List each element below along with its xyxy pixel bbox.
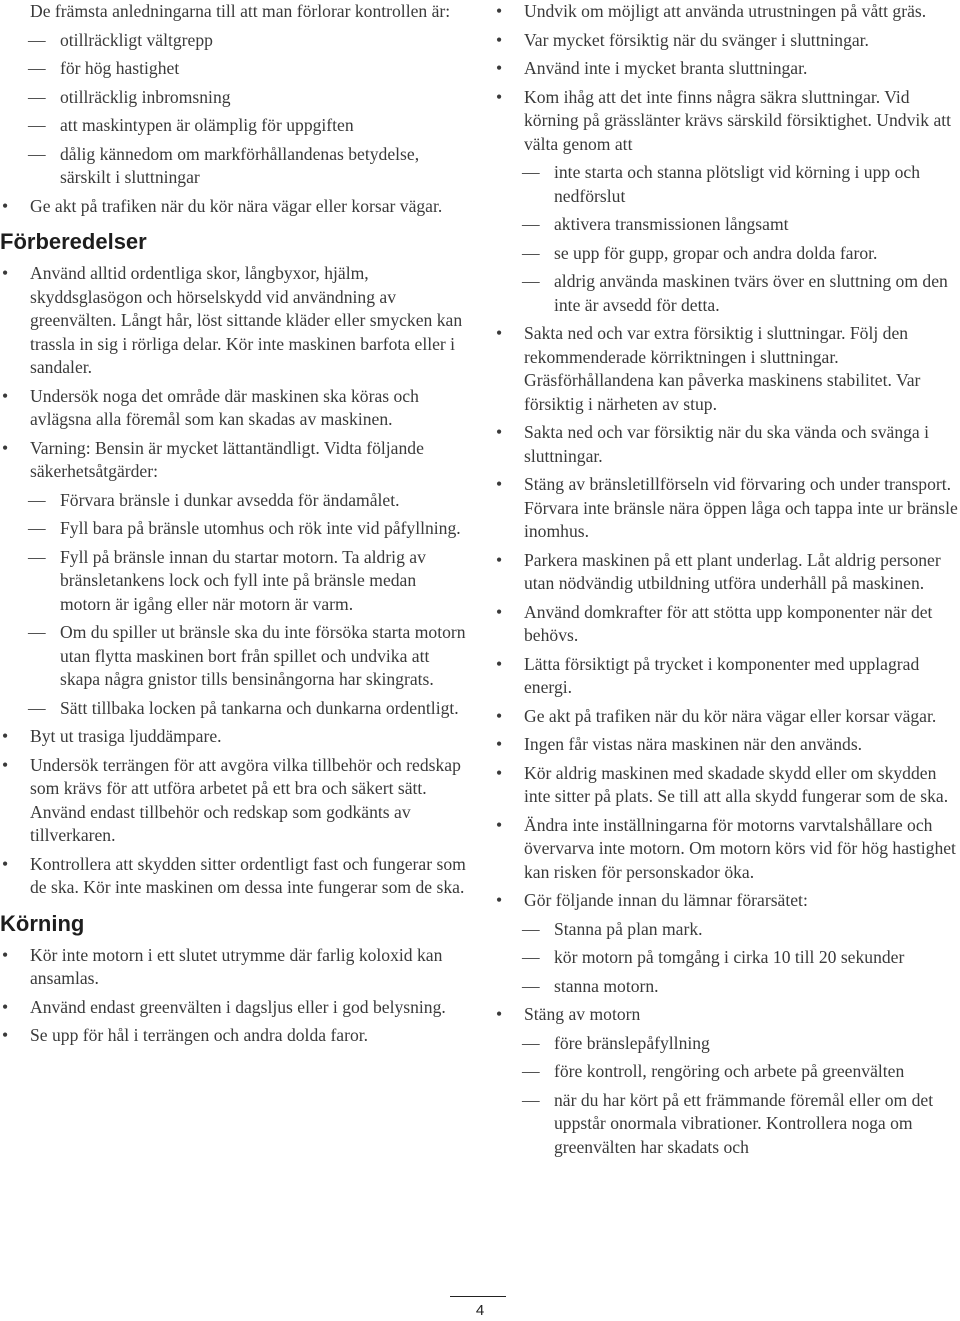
list-item: • Stäng av bränsletillförseln vid förvaring och under transport. Förvara inte bränsle nära öppen låga och tappa inte ur bränsle inomhus. <box>494 473 958 544</box>
list-item: • Sakta ned och var extra försiktig i sluttningar. Följ den rekommenderade körriktningen i sluttningar. Gräsförhållandena kan påverka maskinens stabilitet. Var försiktig i närheten av stup. <box>494 322 958 416</box>
list-item: • Sakta ned och var försiktig när du ska vända och svänga i sluttningar. <box>494 421 958 468</box>
list-item: — Fyll bara på bränsle utomhus och rök inte vid påfyllning. <box>0 517 470 541</box>
right-column <box>494 0 958 1164</box>
page-number: 4 <box>475 1302 485 1319</box>
list-item: • Undersök noga det område där maskinen ska köras och avlägsna alla föremål som kan skadas av maskinen. <box>0 385 470 432</box>
list-item: — se upp för gupp, gropar och andra dolda faror. <box>494 242 958 266</box>
list-item: — att maskintypen är olämplig för uppgiften <box>0 114 470 138</box>
list-item: • Var mycket försiktig när du svänger i sluttningar. <box>494 29 958 53</box>
list-item: — stanna motorn. <box>494 975 958 999</box>
list-item: — aktivera transmissionen långsamt <box>494 213 958 237</box>
list-item: — otillräcklig inbromsning <box>0 86 470 110</box>
list-item: — inte starta och stanna plötsligt vid körning i upp och nedförslut <box>494 161 958 208</box>
list-item: • Använd inte i mycket branta sluttningar. <box>494 57 958 81</box>
list-item: • Lätta försiktigt på trycket i komponenter med upplagrad energi. <box>494 653 958 700</box>
section-heading-operation: Körning <box>0 910 85 936</box>
list-item: • Stäng av motorn <box>494 1003 958 1027</box>
list-item: • Parkera maskinen på ett plant underlag. Låt aldrig personer utan nödvändig utbildning utföra underhåll på maskinen. <box>494 549 958 596</box>
list-item: — Förvara bränsle i dunkar avsedda för ändamålet. <box>0 489 470 513</box>
list-item: • Kör aldrig maskinen med skadade skydd eller om skydden inte sitter på plats. Se till att alla skydd fungerar som de ska. <box>494 762 958 809</box>
list-item: — före bränslepåfyllning <box>494 1032 958 1056</box>
list-item: • Se upp för hål i terrängen och andra dolda faror. <box>0 1024 470 1048</box>
list-item: • Varning: Bensin är mycket lättantändligt. Vidta följande säkerhetsåtgärder: <box>0 437 470 484</box>
list-item: • Byt ut trasiga ljuddämpare. <box>0 725 470 749</box>
section-heading-preparations: Förberedelser <box>0 229 147 254</box>
list-item: • Kontrollera att skydden sitter ordentligt fast och fungerar som de ska. Kör inte maskinen om dessa inte fungerar som de ska. <box>0 853 470 900</box>
list-item: • Ändra inte inställningarna för motorns varvtalshållare och övervarva inte motorn. Om motorn körs vid för hög hastighet kan risken för personskador öka. <box>494 814 958 885</box>
list-item: • Använd endast greenvälten i dagsljus eller i god belysning. <box>0 996 470 1020</box>
list-item: • Kör inte motorn i ett slutet utrymme där farlig koloxid kan ansamlas. <box>0 944 470 991</box>
left-column <box>0 0 470 1053</box>
list-item: — före kontroll, rengöring och arbete på greenvälten <box>494 1060 958 1084</box>
list-item: • Undvik om möjligt att använda utrustningen på vått gräs. <box>494 0 958 24</box>
list-item: • Ingen får vistas nära maskinen när den används. <box>494 733 958 757</box>
list-item: • Undersök terrängen för att avgöra vilka tillbehör och redskap som krävs för att utföra arbetet på ett bra och säkert sätt. Använd endast tillbehör och redskap som godkänts av tillverkaren. <box>0 754 470 848</box>
list-item: — dålig kännedom om markförhållandenas betydelse, särskilt i sluttningar <box>0 143 470 190</box>
list-item: — kör motorn på tomgång i cirka 10 till 20 sekunder <box>494 946 958 970</box>
list-item: — otillräckligt vältgrepp <box>0 29 470 53</box>
footer-divider <box>450 1296 506 1297</box>
list-item: • Kom ihåg att det inte finns några säkra sluttningar. Vid körning på grässlänter krävs särskild försiktighet. Undvik att välta genom att <box>494 86 958 157</box>
list-item: • Använd alltid ordentliga skor, långbyxor, hjälm, skyddsglasögon och hörselskydd vid användning av greenvälten. Långt hår, löst sittande kläder eller smycken kan trassla in sig i rörliga delar. Kör inte maskinen barfota eller i sandaler. <box>0 262 470 380</box>
list-item: • Ge akt på trafiken när du kör nära vägar eller korsar vägar. <box>494 705 958 729</box>
list-item: — aldrig använda maskinen tvärs över en sluttning om den inte är avsedd för detta. <box>494 270 958 317</box>
list-item: • Ge akt på trafiken när du kör nära vägar eller korsar vägar. <box>0 195 470 219</box>
list-item: — Sätt tillbaka locken på tankarna och dunkarna ordentligt. <box>0 697 470 721</box>
list-item: — när du har kört på ett främmande föremål eller om det uppstår onormala vibrationer. Kontrollera noga om greenvälten har skadats och <box>494 1089 958 1160</box>
list-item: • Använd domkrafter för att stötta upp komponenter när det behövs. <box>494 601 958 648</box>
intro-paragraph: De främsta anledningarna till att man förlorar kontrollen är: <box>30 1 451 21</box>
list-item: — Stanna på plan mark. <box>494 918 958 942</box>
list-item: — Fyll på bränsle innan du startar motorn. Ta aldrig av bränsletankens lock och fyll inte på bränsle medan motorn är igång eller när motorn är varm. <box>0 546 470 617</box>
list-item: • Gör följande innan du lämnar förarsätet: <box>494 889 958 913</box>
list-item: — för hög hastighet <box>0 57 470 81</box>
list-item: — Om du spiller ut bränsle ska du inte försöka starta motorn utan flytta maskinen bort från spillet och undvika att skapa några gnistor tills bensinångorna har skingrats. <box>0 621 470 692</box>
